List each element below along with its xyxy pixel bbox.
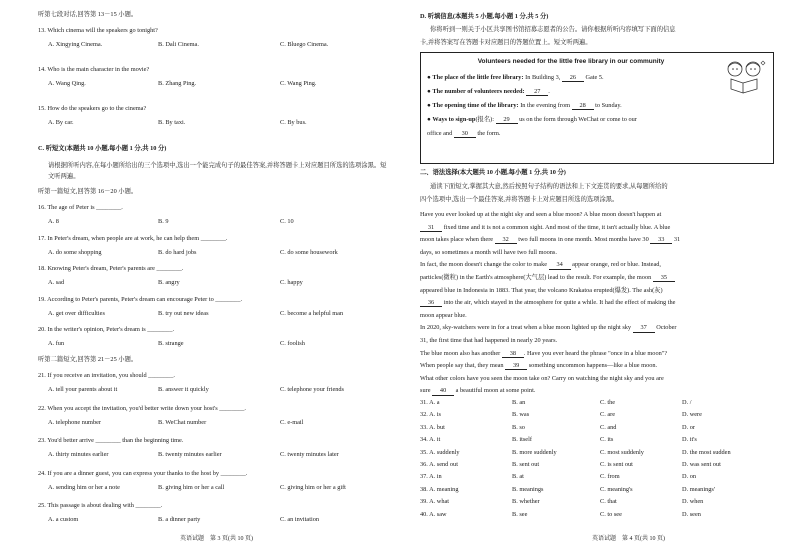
passage-text: into the air, which stayed in the atmosphere for quite a while. It had the effect of making the — [442, 299, 676, 307]
option-b: B. Zhang Ping. — [158, 80, 197, 87]
option-b: B. strange — [158, 340, 184, 347]
option-b: B. so — [512, 423, 525, 431]
page-footer-left: 英语试题 第 3 页(共 10 页) — [180, 536, 253, 542]
blank-34: 34 — [549, 262, 571, 269]
option-a: 37. A. in — [420, 473, 442, 481]
option-b: B. whether — [512, 498, 540, 506]
option-d: D. seen — [682, 510, 701, 518]
option-a: A. By car. — [48, 119, 74, 126]
info-line-office — [427, 131, 500, 138]
option-c: C. are — [600, 411, 616, 419]
passage-line — [420, 338, 557, 344]
option-c: C. and — [600, 423, 617, 431]
question-stem: 22. When you accept the invitation, you'd better write down your host's ________. — [38, 404, 246, 412]
passage-text: October — [654, 324, 677, 332]
blank-31: 31 — [420, 225, 442, 232]
option-c: C. its — [600, 436, 614, 444]
option-a: A. telephone number — [48, 418, 101, 426]
option-b: B. sent out — [512, 461, 540, 468]
option-d: D. the most sudden — [682, 448, 731, 456]
option-d: D. on — [682, 473, 696, 481]
option-b: B. itself — [512, 436, 532, 444]
passage-line — [420, 388, 535, 395]
passage-line — [420, 262, 661, 269]
blank-26: 26 — [562, 75, 584, 82]
option-a: A. tell your parents about it — [48, 386, 118, 393]
option-d: D. or — [682, 423, 695, 431]
passage-text: In 2020, sky-watchers were in for a treat when a blue moon lighted up the night sky — [420, 324, 633, 332]
option-c: C. is sent out — [600, 461, 633, 468]
question-stem: 19. According to Peter's parents, Peter's dream can encourage Peter to ________. — [38, 295, 243, 303]
place-text-1: In Building 3, — [523, 74, 562, 81]
option-a: 35. A. suddenly — [420, 448, 460, 456]
option-b: B. try out new ideas — [158, 309, 209, 317]
option-c: C. giving him or her a gift — [280, 483, 346, 491]
info-line-opening: ● The opening time of the library: In the evening from 28 to Sunday. — [427, 102, 622, 109]
section-d-desc-2: 卡,并将答案写在答题卡对应题目的答题位置上。短文听两遍。 — [420, 39, 592, 46]
option-a: A. do some shopping — [48, 248, 102, 256]
option-c: C. from — [600, 473, 620, 481]
passage-text: sure — [420, 387, 433, 395]
option-a: 36. A. send out — [420, 461, 458, 468]
question-stem: 14. Who is the main character in the movie? — [38, 66, 150, 73]
option-a: A. Wang Qing. — [48, 80, 86, 87]
blank-39: 39 — [505, 363, 527, 370]
option-a: A. Xingying Cinema. — [48, 41, 103, 48]
option-c: C. Wang Ping. — [280, 80, 317, 87]
blank-30: 30 — [454, 131, 476, 138]
option-b: B. WeChat number — [158, 418, 207, 426]
question-stem: 21. If you receive an invitation, you should ________. — [38, 372, 175, 379]
option-c: C. By bus. — [280, 119, 307, 126]
office-text-2: the form. — [475, 130, 501, 137]
blank-35: 35 — [653, 275, 675, 282]
option-a: A. 8 — [48, 218, 59, 225]
option-c: C. most suddenly — [600, 448, 644, 456]
option-b: B. was — [512, 411, 530, 419]
question-stem: 15. How do the speakers go to the cinema? — [38, 105, 147, 112]
section-d-title: D. 听填信息(本题共 5 小题,每小题 1 分,共 5 分) — [420, 13, 549, 20]
blank-36: 36 — [420, 300, 442, 307]
signup-text-2: us on the form through WeChat or come to our — [517, 116, 637, 123]
passage-line — [420, 376, 664, 382]
passage-text: fixed time and it is not a common sight. And most of the time, it isn't actually blue. A blue — [442, 223, 671, 231]
passage-text: particles(微粒) in the Earth's atmosphere(大气层) lead to the result. For example, the moon — [420, 274, 653, 281]
section-c-desc: 请根据所听内容,在每小题所给出的三个选项中,选出一个能完成句子的最佳答案,并将答题卡上对应题目所选的选项涂黑。短文听两遍。 — [48, 162, 387, 180]
option-a: 38. A. meaning — [420, 485, 459, 493]
passage-text: What other colors have you seen the moon take on? Carry on watching the night sky and you are — [420, 374, 664, 382]
info-card-title: Volunteers needed for the little free library in our community — [477, 58, 665, 65]
opening-text-2: to Sunday. — [593, 102, 622, 109]
passage-line — [420, 275, 675, 282]
passage-line — [420, 363, 657, 370]
blank-33: 33 — [650, 237, 672, 244]
opening-label: The opening time of the library: — [432, 102, 519, 109]
section-2-title: 二、语法选择(本大题共 10 小题,每小题 1 分,共 10 分) — [420, 169, 566, 176]
option-c: C. happy — [280, 279, 303, 286]
option-c: C. telephone your friends — [280, 386, 345, 393]
passage-line — [420, 313, 467, 319]
reading-kids-illustration — [721, 57, 769, 97]
option-a: A. thirty minutes earlier — [48, 451, 109, 458]
option-b: B. do hard jobs — [158, 248, 197, 256]
option-a: 39. A. what — [420, 498, 450, 506]
option-a: 34. A. it — [420, 436, 441, 444]
option-c: C. do some housework — [280, 248, 338, 256]
passage-text: days, so sometimes a month will have two full moons. — [420, 248, 557, 256]
option-b: B. an — [512, 399, 526, 406]
option-c: C. foolish — [280, 340, 305, 347]
question-stem: 13. Which cinema will the speakers go tonight? — [38, 27, 158, 34]
passage-line — [420, 288, 663, 294]
passage-line — [420, 250, 557, 256]
office-text-1: office and — [427, 130, 454, 137]
option-b: B. 9 — [158, 218, 169, 225]
intro-dialogue-7: 听第七段对话,回答第 13－15 小题。 — [38, 11, 138, 18]
blank-37: 37 — [633, 325, 655, 332]
option-a: A. sending him or her a note — [48, 483, 120, 491]
passage-line — [420, 237, 680, 244]
passage-line — [420, 300, 675, 307]
option-d: D. were — [682, 411, 702, 419]
question-stem: 25. This passage is about dealing with ________. — [38, 502, 163, 509]
passage-text: The blue moon also has another — [420, 349, 502, 357]
section-c-title: C. 听短文(本题共 10 小题,每小题 1 分,共 10 分) — [38, 145, 167, 152]
option-b: B. meanings — [512, 485, 544, 493]
place-label: The place of the little free library: — [432, 74, 524, 81]
option-a: 32. A. is — [420, 411, 441, 419]
blank-29: 29 — [496, 117, 518, 124]
option-c: C. an invitation — [280, 516, 320, 523]
blank-32: 32 — [495, 237, 517, 244]
passage-text: two full moons in one month. Most months have 30 — [516, 236, 651, 244]
option-d: D. / — [682, 399, 692, 406]
option-d: D. meanings' — [682, 485, 715, 493]
option-c: C. meaning's — [600, 485, 633, 493]
option-b: B. By taxi. — [158, 119, 186, 126]
option-a: 33. A. but — [420, 423, 445, 431]
blank-28: 28 — [572, 103, 594, 110]
option-d: D. was sent out — [682, 461, 721, 468]
option-c: C. become a helpful man — [280, 309, 344, 317]
intro-passage-1: 听第一篇短文,回答第 16－20 小题。 — [38, 188, 138, 195]
intro-passage-2: 听第二篇短文,回答第 21－25 小题。 — [38, 356, 138, 363]
passage-text: In fact, the moon doesn't change the color to make — [420, 261, 549, 269]
passage-text: appeared blue in Indonesia in 1883. That year, the volcano Krakatoa erupted(爆发). The ash(灰) — [420, 286, 663, 294]
option-a: A. get over difficulties — [48, 309, 105, 317]
info-line-place: ● The place of the little free library: In Building 3, 26 Gate 5. — [427, 74, 604, 81]
question-stem: 16. The age of Peter is ________. — [38, 204, 123, 211]
question-stem: 17. In Peter's dream, when people are at work, he can help them ________. — [38, 234, 228, 242]
option-a: A. a custom — [48, 516, 79, 523]
option-a: A. sad — [48, 279, 65, 286]
info-line-signup: ● Ways to sign-up(报名): 29 us on the form through WeChat or come to our — [427, 116, 637, 123]
passage-text: something uncommon happens—like a blue moon. — [527, 362, 658, 370]
passage-text: 31, the first time that had happened in nearly 20 years. — [420, 337, 558, 344]
place-text-2: Gate 5. — [583, 74, 604, 81]
page-footer-right: 英语试题 第 4 页(共 10 页) — [592, 536, 665, 542]
signup-label: Ways to sign-up — [432, 116, 476, 123]
question-stem: 18. Knowing Peter's dream, Peter's parents are ________. — [38, 265, 184, 272]
option-b: B. more suddenly — [512, 448, 557, 456]
option-c: C. twenty minutes later — [280, 451, 339, 458]
section-2-desc-2: 四个选项中,选出一个最佳答案,并将答题卡上对应题目所选的选项涂黑。 — [420, 196, 619, 203]
question-stem: 20. In the writer's opinion, Peter's dream is ________. — [38, 326, 175, 333]
passage-line — [420, 351, 667, 358]
blank-40: 40 — [432, 388, 454, 395]
passage-text: a beautiful moon at some point. — [454, 387, 536, 395]
option-a: A. fun — [48, 340, 65, 347]
passage-text: moon appear blue. — [420, 311, 467, 319]
option-c: C. that — [600, 498, 617, 506]
option-d: D. it's — [682, 436, 697, 444]
passage-line — [420, 212, 661, 218]
section-d-desc-1: 你将听到一则关于小区共享图书馆招募志愿者的公告。请你根据所听内容填写下面的信息 — [430, 26, 676, 33]
option-c: C. 10 — [280, 218, 294, 225]
option-c: C. Bluego Cinema. — [280, 41, 329, 48]
option-b: B. a dinner party — [158, 516, 201, 523]
option-b: B. answer it quickly — [158, 386, 209, 393]
passage-text: . Have you ever heard the phrase "once in a blue moon"? — [523, 349, 668, 357]
passage-text: appear orange, red or blue. Instead, — [570, 261, 661, 269]
opening-text-1: In the evening from — [518, 102, 572, 109]
option-c: C. e-mail — [280, 418, 304, 426]
passage-text: Have you ever looked up at the night sky and seen a blue moon? A blue moon doesn't happen at — [420, 211, 662, 218]
option-b: B. see — [512, 510, 528, 518]
option-b: B. giving him or her a call — [158, 483, 225, 491]
passage-text: When people say that, they mean — [420, 362, 506, 370]
blank-38: 38 — [502, 351, 524, 358]
blank-27: 27 — [526, 89, 548, 96]
question-stem: 23. You'd better arrive ________ than the beginning time. — [38, 437, 184, 444]
passage-line — [420, 325, 677, 332]
section-2-desc-1: 通读下面短文,掌握其大意,然后按照句子结构的语法和上下文连贯的要求,从每题所给的 — [430, 183, 668, 190]
passage-text: 31 — [672, 236, 681, 244]
number-text: . — [548, 88, 550, 95]
option-b: B. at — [512, 473, 524, 481]
option-b: B. twenty minutes earlier — [158, 451, 222, 458]
option-b: B. Dali Cinema. — [158, 41, 199, 48]
option-a: 31. A. a — [420, 399, 440, 406]
option-a: 40. A. saw — [420, 510, 447, 518]
passage-line — [420, 225, 670, 232]
passage-text: moon takes place when there — [420, 236, 495, 244]
question-stem: 24. If you are a dinner guest, you can express your thanks to the host by ________. — [38, 469, 248, 477]
signup-text-1: (报名): — [475, 116, 494, 123]
option-b: B. angry — [158, 279, 180, 286]
info-line-number: ● The number of volunteers needed: 27 . — [427, 88, 550, 95]
option-c: C. the — [600, 399, 616, 406]
option-c: C. to see — [600, 510, 622, 518]
option-d: D. when — [682, 498, 704, 506]
number-label: The number of volunteers needed: — [432, 88, 525, 95]
info-card — [420, 52, 774, 164]
